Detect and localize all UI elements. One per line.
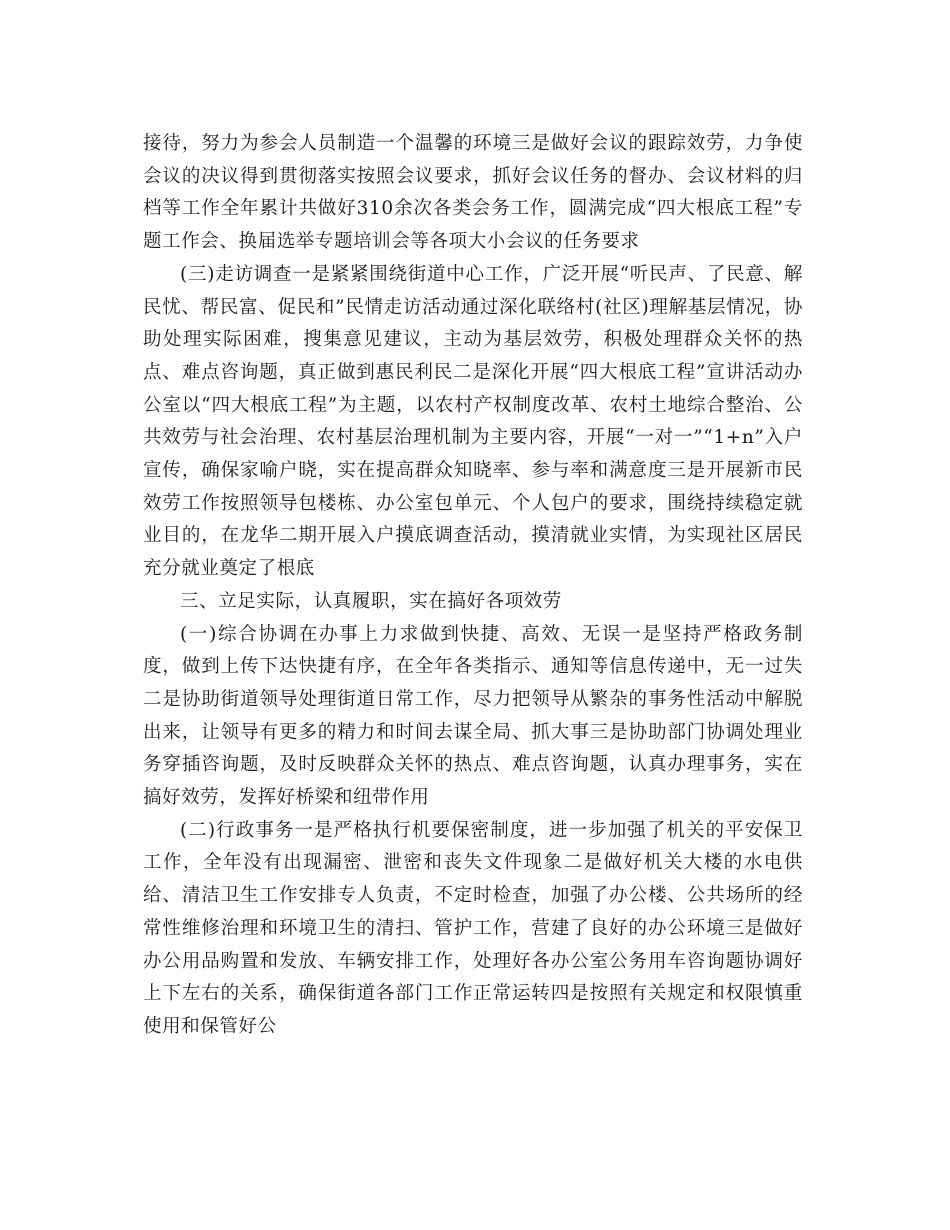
document-body: [143, 128, 803, 1044]
paragraph-administration: (二)行政事务一是严格执行机要保密制度，进一步加强了机关的平安保卫工作，全年没有出现漏密、泄密和丧失文件现象二是做好机关大楼的水电供给、清洁卫生工作安排专人负责，不定时检查，加强了办公楼、公共场所的经常性维修治理和环境卫生的清扫、管护工作，营建了良好的办公环境三是做好办公用品购置和发放、车辆安排工作，处理好各办公室公务用车咨询题协调好上下左右的关系，确保街道各部门工作正常运转四是按照有关规定和权限慎重使用和保管好公: [143, 819, 803, 1037]
paragraph-coordination: (一)综合协调在办事上力求做到快捷、高效、无误一是坚持严格政务制度，做到上传下达快捷有序，在全年各类指示、通知等信息传递中，无一过失二是协助街道领导处理街道日常工作，尽力把领导从繁杂的事务性活动中解脱出来，让领导有更多的精力和时间去谋全局、抓大事三是协助部门协调处理业务穿插咨询题，及时反映群众关怀的热点、难点咨询题，认真办理事务，实在搞好效劳，发挥好桥梁和纽带作用: [143, 623, 803, 809]
paragraph-continuation: 接待，努力为参会人员制造一个温馨的环境三是做好会议的跟踪效劳，力争使会议的决议得到贯彻落实按照会议要求，抓好会议任务的督办、会议材料的归档等工作全年累计共做好310余次各类会务工作，圆满完成“四大根底工程”专题工作会、换届选举专题培训会等各项大小会议的任务要求: [143, 133, 803, 253]
section-heading-three: 三、立足实际，认真履职，实在搞好各项效劳: [180, 590, 563, 612]
paragraph-visit-survey: (三)走访调查一是紧紧围绕街道中心工作，广泛开展“听民声、了民意、解民忧、帮民富、促民和”民情走访活动通过深化联络村(社区)理解基层情况，协助处理实际困难，搜集意见建议，主动为基层效劳，积极处理群众关怀的热点、难点咨询题，真正做到惠民利民二是深化开展“四大根底工程”宣讲活动办公室以“四大根底工程”为主题，以农村产权制度改革、农村土地综合整治、公共效劳与社会治理、农村基层治理机制为主要内容，开展“一对一”“1+n”入户宣传，确保家喻户晓，实在提高群众知晓率、参与率和满意度三是开展新市民效劳工作按照领导包楼栋、办公室包单元、个人包户的要求，围绕持续稳定就业目的，在龙华二期开展入户摸底调查活动，摸清就业实情，为实现社区居民充分就业奠定了根底: [143, 263, 803, 580]
